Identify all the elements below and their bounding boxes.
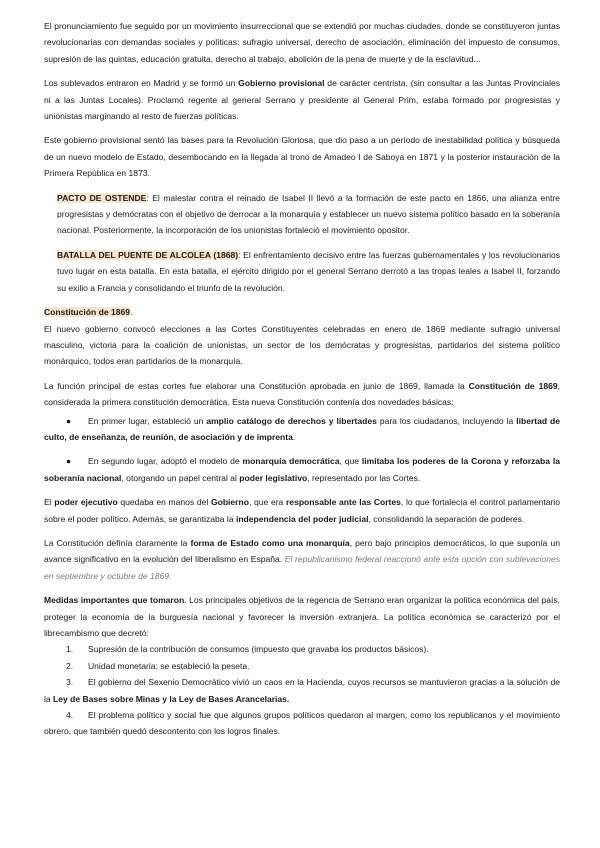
text: , representado por las Cortes. xyxy=(307,472,421,483)
list-number: 2. xyxy=(66,660,74,671)
list-item xyxy=(44,674,560,707)
text: de carácter centrista. (sin consultar a las Juntas Provinciales ni a las Juntas Locales). Proclamó regente al general Serrano y presidente al General Prim, estaba formado por progresistas y unionistas marginando al resto de fuerzas políticas. xyxy=(44,78,560,122)
text: La función principal de estas cortes fue elaborar una Constitución aprobada en junio de 1869, llamada la xyxy=(44,380,469,391)
list-item xyxy=(44,658,560,674)
bold-term: poder ejecutivo xyxy=(54,497,118,508)
text: , otorgando un papel central al xyxy=(121,472,240,483)
paragraph-insurrection xyxy=(44,18,560,67)
list-item xyxy=(44,707,560,740)
text: En segundo lugar, adoptó el modelo de xyxy=(88,456,243,467)
paragraph-provisional-government xyxy=(44,75,560,124)
italic-note: El republicanismo federal reaccionó ante esta opción con sublevaciones en septiembre y octubre de 1869. xyxy=(44,554,560,581)
paragraph-executive-power xyxy=(44,494,560,527)
section-heading xyxy=(44,304,560,320)
bullet-icon: ● xyxy=(66,456,72,467)
paragraph-gloriosa xyxy=(44,132,560,181)
bold-term: amplio catálogo de derechos y libertades xyxy=(206,415,377,426)
paragraph-text: El pronunciamiento fue seguido por un movimiento insurreccional que se extendió por muchas ciudades, donde se constituyeron juntas revolucionarias con demandas sociales y políticas: sufragio universal, derecho de asociación, eliminación del impuesto de consumos, supresión de las quintas, educación gratuita, derecho al trabajo, abolición de la pena de muerte y de la esclavitud... xyxy=(44,21,560,64)
text: Supresión de la contribución de consumos (impuesto que gravaba los productos básicos). xyxy=(88,644,429,655)
bold-term: Medidas importantes que tomaron xyxy=(44,595,185,606)
bold-term: poder legislativo xyxy=(239,472,308,483)
paragraph-text: Este gobierno provisional sentó las bases para la Revolución Gloriosa, que dio paso a un período de inestabilidad política y búsqueda de un nuevo modelo de Estado, desembocando en la llegada al trono de Amadeo I de Saboya en 1871 y la posterior instauración de la Primera República en 1873. xyxy=(44,135,560,179)
paragraph-text: El nuevo gobierno convocó elecciones a las Cortes Constituyentes celebradas en enero de 1869 mediante sufragio universal masculino, victoria para la coalición de unionistas, un sector de los demócratas y progresistas, partidarios del sistema político monárquico, todos eran partidarios de la monarquía. xyxy=(44,323,560,367)
bold-term: responsable ante las Cortes xyxy=(285,497,401,508)
bold-term: Ley de Bases sobre Minas y la Ley de Bases Arancelarias. xyxy=(53,693,290,704)
bold-term: Gobierno provisional xyxy=(238,78,325,89)
section-heading-text: Constitución de 1869 xyxy=(44,307,130,318)
text: para los ciudadanos, incluyendo la xyxy=(376,415,517,426)
text: , pero bajo principios democráticos, lo que suponía un avance significativo en la evolución del liberalismo en España. xyxy=(44,537,560,565)
bold-term: independencia del poder judicial xyxy=(235,513,369,524)
text: El problema político y social fue que algunos grupos políticos quedaron al margen, como los republicanos y el movimiento obrero, que también quedó descontento con los logros finales. xyxy=(44,710,560,737)
highlighted-term: PACTO DE OSTENDE xyxy=(57,192,147,203)
text: Los sublevados entraron en Madrid y se formó un xyxy=(44,78,239,89)
list-number: 4. xyxy=(66,710,74,721)
text: , lo que fortalecía el control parlamentario sobre el poder político. Además, se garantizaba la xyxy=(44,497,560,524)
text: . xyxy=(292,431,296,442)
text: La Constitución definía claramente la xyxy=(44,537,191,548)
paragraph-measures xyxy=(44,592,560,641)
paragraph-ostende xyxy=(57,190,560,239)
bold-term: Constitución de 1869 xyxy=(468,380,558,391)
bullet-item xyxy=(44,413,560,446)
text: : El malestar contra el reinado de Isabel II llevó a la formación de este pacto en 1866, una alianza entre progresistas y demócratas con el objetivo de derrocar a la monarquía y establecer un nuevo sistema político basado en la soberanía nacional. Posteriormente, la incorporación de los unionistas fortaleció el movimiento opositor. xyxy=(57,192,560,236)
text: : El enfrentamiento decisivo entre las fuerzas gubernamentales y los revolucionarios tuvo lugar en esta batalla. En esta batalla, el ejército dirigido por el general Serrano derrotó a las tropas leales a Isabel II, forzando su exilio a Francia y consolidando el triunfo de la revolución. xyxy=(57,249,561,293)
text: . Los principales objetivos de la regencia de Serrano eran organizar la política económica del país, proteger la economía de la burguesía nacional y favorecer la inversión extranjera. La política económica se caracterizó por el librecambismo que decretó: xyxy=(44,595,560,638)
text: , que xyxy=(339,456,362,467)
text: El gobierno del Sexenio Democrático vivió un caos en la Hacienda, cuyos recursos se mantuvieron gracias a la solución de la xyxy=(44,677,560,704)
text: . xyxy=(129,307,133,318)
list-number: 3. xyxy=(66,677,74,688)
text: , consolidando la separación de poderes. xyxy=(368,513,525,524)
bullet-item xyxy=(44,453,560,486)
highlighted-term: BATALLA DEL PUENTE DE ALCOLEA (1868) xyxy=(57,249,239,260)
list-item xyxy=(44,641,560,657)
text: , que era xyxy=(248,497,286,508)
text: , considerada la primera constitución democrática. Esta nueva Constitución contenía dos novedades básicas: xyxy=(44,380,561,408)
paragraph-cortes-function xyxy=(44,378,560,411)
bold-term: forma de Estado como una monarquía xyxy=(190,537,350,548)
paragraph-elections xyxy=(44,321,560,370)
bold-term: libertad de culto, de enseñanza, de reunión, de asociación y de imprenta xyxy=(44,415,561,442)
text: El xyxy=(44,497,55,508)
bullet-icon: ● xyxy=(66,415,72,426)
paragraph-alcolea xyxy=(57,247,560,296)
list-number: 1. xyxy=(66,644,74,655)
bold-term: monarquía democrática xyxy=(242,456,340,467)
text: En primer lugar, estableció un xyxy=(88,415,207,426)
bold-term: Gobierno xyxy=(210,497,249,508)
text: Unidad monetaria: se estableció la peseta. xyxy=(88,660,250,671)
bold-term: limitaba los poderes de la Corona y reforzaba la soberanía nacional xyxy=(44,456,561,483)
paragraph-monarchy xyxy=(44,535,560,584)
text: quedaba en manos del xyxy=(117,497,211,508)
